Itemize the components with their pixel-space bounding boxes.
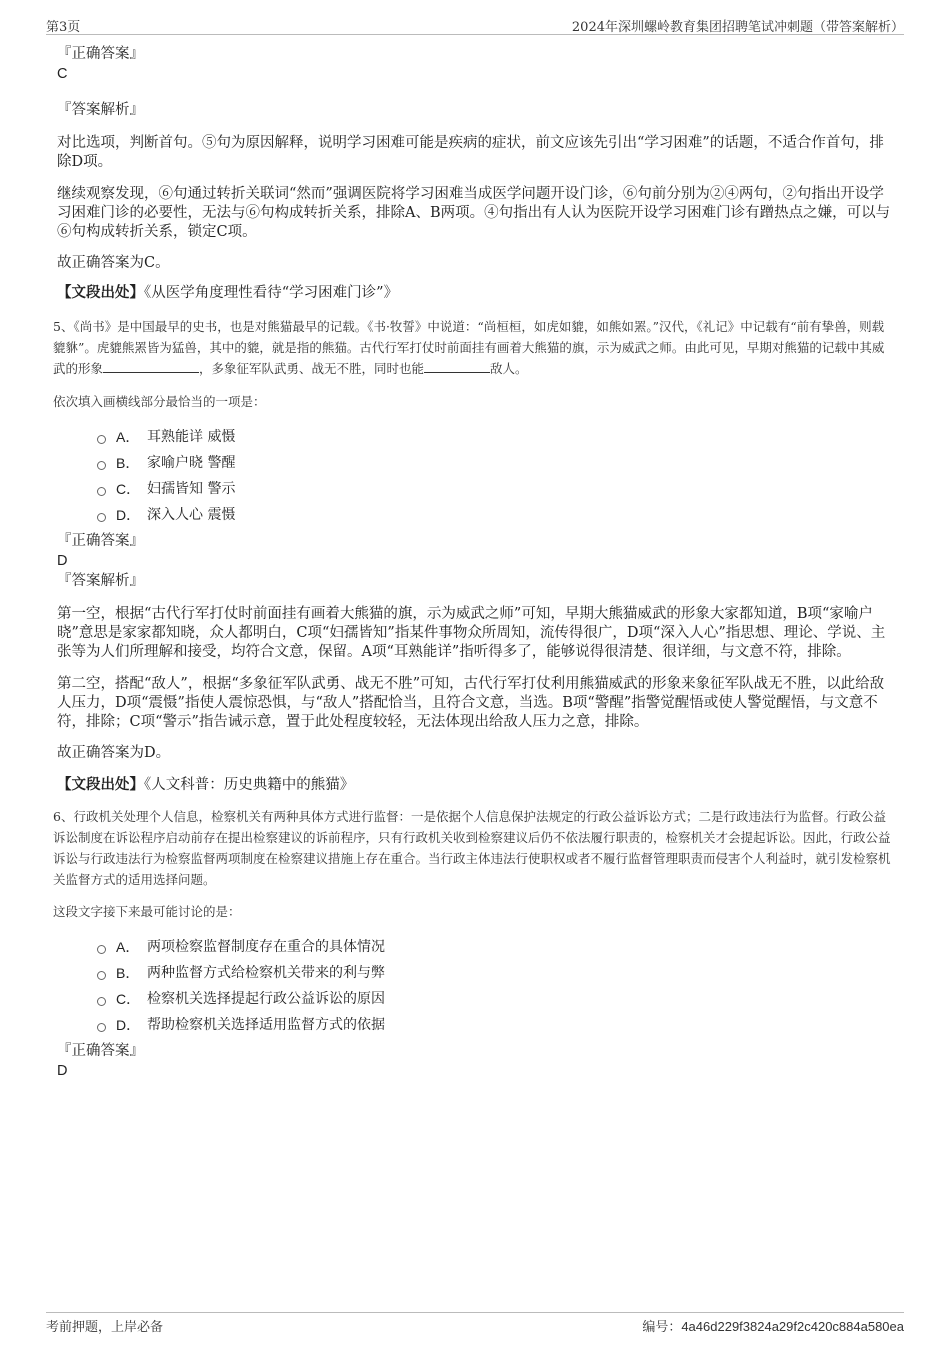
source-title: 《人文科普：历史典籍中的熊猫》 bbox=[144, 777, 355, 793]
question-6-prompt: 这段文字接下来最可能讨论的是： bbox=[53, 904, 241, 919]
correct-answer-label: 『正确答案』 bbox=[57, 46, 144, 62]
radio-button[interactable] bbox=[97, 513, 106, 522]
correct-answer-value: C bbox=[57, 66, 68, 82]
question-5-text: 5、《尚书》是中国最早的史书，也是对熊猫最早的记载。《书·牧誓》中说道：“尚桓桓，如虎如貔，如熊如罴。”汉代，《礼记》中记载有“前有挚兽，则载貔貅”。虎貔熊罴皆为猛兽，其中的貔，就是指的熊猫。古代行军打仗时前面挂有画着大熊猫的旗，示为威武之师。由此可见，早期对熊猫的记载中其威武的形象 ，多象征军队武勇、战无不胜，同时也能 敌人。 bbox=[53, 319, 885, 376]
question-5-prompt: 依次填入画横线部分最恰当的一项是： bbox=[53, 394, 266, 409]
document-code: 编号：4a46d229f3824a29f2c420c884a580ea bbox=[642, 1319, 904, 1334]
source-title: 《从医学角度理性看待“学习困难门诊”》 bbox=[144, 285, 399, 301]
option-d[interactable]: D． 帮助检察机关选择适用监督方式的依据 bbox=[97, 1012, 893, 1038]
radio-button[interactable] bbox=[97, 997, 106, 1006]
option-a[interactable]: A． 耳熟能详 威慑 bbox=[97, 424, 893, 450]
page-header bbox=[46, 14, 904, 35]
analysis-paragraph: 继续观察发现，⑥句通过转折关联词“然而”强调医院将学习困难当成医学问题开设门诊，⑥句前分别为②④两句，②句指出开设学习困难门诊的必要性，无法与⑥句构成转折关系，排除A、B两项。④句指出有人认为医院开设学习困难门诊有蹭热点之嫌，可以与⑥句构成转折关系，锁定C项。 bbox=[57, 186, 891, 240]
source-line bbox=[57, 775, 893, 795]
answer-blank-1 bbox=[103, 359, 199, 373]
radio-button[interactable] bbox=[97, 945, 106, 954]
radio-button[interactable] bbox=[97, 971, 106, 980]
analysis-label: 『答案解析』 bbox=[57, 102, 144, 118]
analysis-paragraph: 故正确答案为C。 bbox=[57, 255, 170, 271]
source-line bbox=[57, 283, 893, 303]
option-b[interactable]: B． 两种监督方式给检察机关带来的利与弊 bbox=[97, 960, 893, 986]
correct-answer-label: 『正确答案』 bbox=[57, 533, 144, 549]
radio-button[interactable] bbox=[97, 435, 106, 444]
option-a[interactable]: A． 两项检察监督制度存在重合的具体情况 bbox=[97, 934, 893, 960]
question-5-options bbox=[97, 424, 893, 528]
correct-answer-value: D bbox=[57, 1063, 68, 1079]
analysis-paragraph: 故正确答案为D。 bbox=[57, 745, 171, 761]
page-footer bbox=[46, 1312, 904, 1337]
correct-answer-label: 『正确答案』 bbox=[57, 1043, 144, 1059]
radio-button[interactable] bbox=[97, 1023, 106, 1032]
radio-button[interactable] bbox=[97, 461, 106, 470]
answer-blank-2 bbox=[424, 359, 490, 373]
source-label: 【文段出处】 bbox=[57, 284, 144, 301]
document-title: 2024年深圳螺岭教育集团招聘笔试冲刺题（带答案解析） bbox=[571, 20, 904, 35]
analysis-paragraph: 第二空，搭配“敌人”，根据“多象征军队武勇、战无不胜”可知，古代行军打仗利用熊猫威武的形象来象征军队战无不胜，以此给敌人压力，D项“震慑”指使人震惊恐惧，与“敌人”搭配恰当，且符合文意，当选。B项“警醒”指警觉醒悟或使人警觉醒悟，与文意不符，排除；C项“警示”指告诫示意，置于此处程度较轻，无法体现出给敌人压力之意，排除。 bbox=[57, 676, 885, 730]
question-6-options bbox=[97, 934, 893, 1038]
analysis-paragraph: 对比选项，判断首句。⑤句为原因解释，说明学习困难可能是疾病的症状，前文应该先引出“学习困难”的话题，不适合作首句，排除D项。 bbox=[57, 135, 884, 170]
option-d[interactable]: D． 深入人心 震慑 bbox=[97, 502, 893, 528]
footer-slogan: 考前押题，上岸必备 bbox=[46, 1320, 164, 1335]
page-number: 第3页 bbox=[46, 20, 81, 35]
option-c[interactable]: C． 检察机关选择提起行政公益诉讼的原因 bbox=[97, 986, 893, 1012]
analysis-label: 『答案解析』 bbox=[57, 573, 144, 589]
question-6-text: 6、行政机关处理个人信息，检察机关有两种具体方式进行监督：一是依据个人信息保护法规定的行政公益诉讼方式；二是行政违法行为监督。行政公益诉讼制度在诉讼程序启动前存在提出检察建议的诉前程序，只有行政机关收到检察建议后仍不依法履行职责的，检察机关才会提起诉讼。因此，行政公益诉讼与行政违法行为检察监督两项制度在检察建议措施上存在重合。当行政主体违法行使职权或者不履行监督管理职责而侵害个人利益时，就引发检察机关监督方式的适用选择问题。 bbox=[53, 809, 891, 887]
radio-button[interactable] bbox=[97, 487, 106, 496]
option-b[interactable]: B． 家喻户晓 警醒 bbox=[97, 450, 893, 476]
analysis-paragraph: 第一空，根据“古代行军打仗时前面挂有画着大熊猫的旗，示为威武之师”可知，早期大熊猫威武的形象大家都知道，B项“家喻户晓”意思是家家都知晓，众人都明白，C项“妇孺皆知”指某件事物众所周知，流传得很广，D项“深入人心”指思想、理论、学说、主张等为人们所理解和接受，均符合文意，保留。A项“耳熟能详”指听得多了，能够说得很清楚、很详细，与文意不符，排除。 bbox=[57, 606, 886, 660]
source-label: 【文段出处】 bbox=[57, 776, 144, 793]
document-body bbox=[53, 44, 893, 1081]
correct-answer-value: D bbox=[57, 553, 68, 569]
option-c[interactable]: C． 妇孺皆知 警示 bbox=[97, 476, 893, 502]
